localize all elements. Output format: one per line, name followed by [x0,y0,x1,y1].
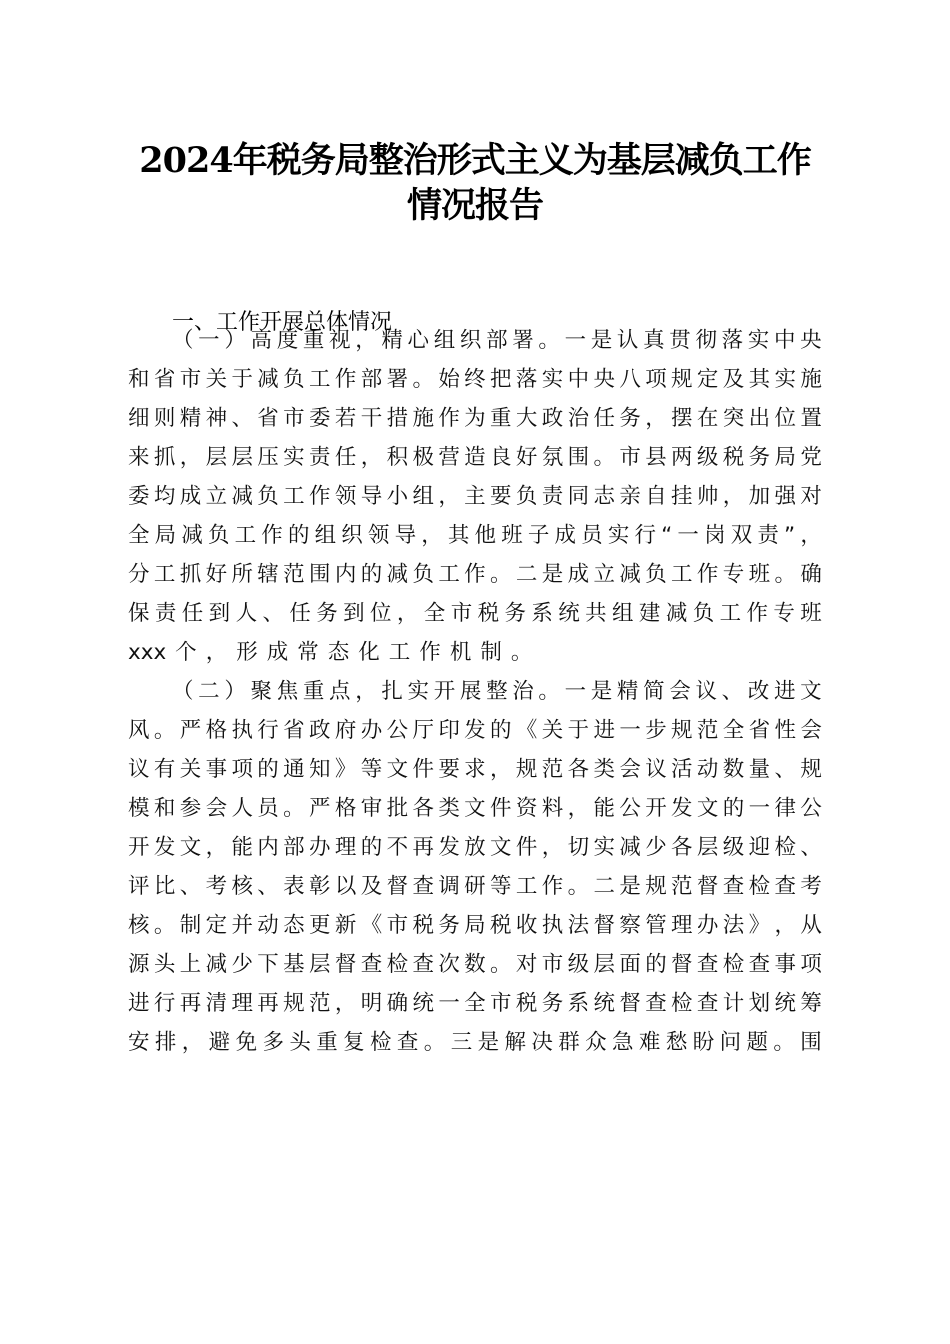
body-text-line: 来 抓 ， 层 层 压 实 责 任 ， 积 极 营 造 良 好 氛 围 。 市 县 两 级 税 务 局 党 [128,445,822,470]
body-text-line: 委 均 成 立 减 负 工 作 领 导 小 组 ， 主 要 负 责 同 志 亲 自 挂 帅 ， 加 强 对 [128,484,822,509]
body-text-line: 风 。 严 格 执 行 省 政 府 办 公 厅 印 发 的 《 关 于 进 一 步 规 范 全 省 性 会 [128,718,822,743]
body-text-line: 评 比 、 考 核 、 表 彰 以 及 督 查 调 研 等 工 作 。 二 是 规 范 督 查 检 查 考 [128,874,822,899]
document-title-line-2: 情况报告 [406,185,543,226]
body-text-line: 细 则 精 神 、 省 市 委 若 干 措 施 作 为 重 大 政 治 任 务 ， 摆 在 突 出 位 置 [128,406,822,431]
body-text-line: 和 省 市 关 于 减 负 工 作 部 署 。 始 终 把 落 实 中 央 八 项 规 定 及 其 实 施 [128,367,822,392]
body-text-line: （ 一 ） 高 度 重 视 ， 精 心 组 织 部 署 。 一 是 认 真 贯 彻 落 实 中 央 [172,328,822,353]
section-heading-1: 一、工作开展总体情况 [172,310,393,335]
body-text-line: 源 头 上 减 少 下 基 层 督 查 检 查 次 数 。 对 市 级 层 面 的 督 查 检 查 事 项 [128,952,822,977]
body-text-line: xxx 个 ， 形 成 常 态 化 工 作 机 制 。 [128,640,533,665]
body-text-line: 分 工 抓 好 所 辖 范 围 内 的 减 负 工 作 。 二 是 成 立 减 负 工 作 专 班 。 确 [128,562,822,587]
body-text-line: 进 行 再 清 理 再 规 范 ， 明 确 统 一 全 市 税 务 系 统 督 查 检 查 计 划 统 筹 [128,991,822,1016]
body-text-line: 开 发 文 ， 能 内 部 办 理 的 不 再 发 放 文 件 ， 切 实 减 少 各 层 级 迎 检 、 [128,835,822,860]
body-text-line: 保 责 任 到 人 、 任 务 到 位 ， 全 市 税 务 系 统 共 组 建 减 负 工 作 专 班 [128,601,822,626]
body-text-line: 安 排 ， 避 免 多 头 重 复 检 查 。 三 是 解 决 群 众 急 难 愁 盼 问 题 。 围 [128,1030,822,1055]
body-text-line: 全 局 减 负 工 作 的 组 织 领 导 ， 其 他 班 子 成 员 实 行 “ 一 岗 双 责 ” ， [128,523,822,548]
body-text-line: （ 二 ） 聚 焦 重 点 ， 扎 实 开 展 整 治 。 一 是 精 简 会 议 、 改 进 文 [172,679,822,704]
body-text-line: 模 和 参 会 人 员 。 严 格 审 批 各 类 文 件 资 料 ， 能 公 开 发 文 的 一 律 公 [128,796,822,821]
document-title-line-1: 2024年税务局整治形式主义为基层减负工作 [139,140,811,181]
body-text-line: 核 。 制 定 并 动 态 更 新 《 市 税 务 局 税 收 执 法 督 察 管 理 办 法 》 ， 从 [128,913,822,938]
body-text-line: 议 有 关 事 项 的 通 知 》 等 文 件 要 求 ， 规 范 各 类 会 议 活 动 数 量 、 规 [128,757,822,782]
